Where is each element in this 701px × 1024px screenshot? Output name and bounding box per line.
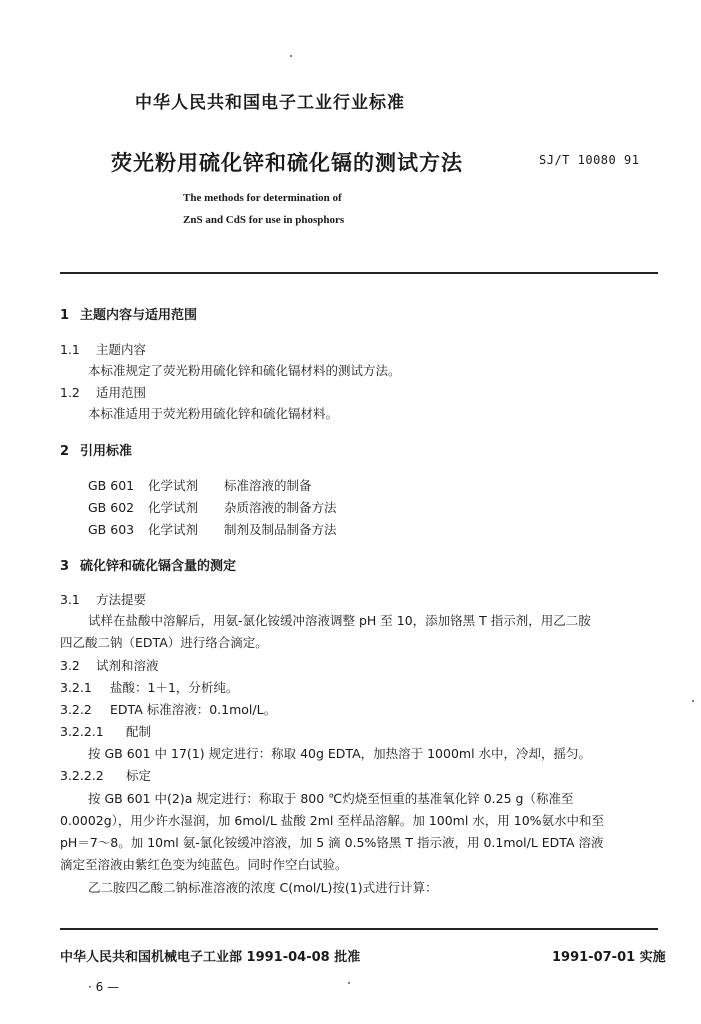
reference-row (88, 498, 337, 516)
subsection-heading (60, 383, 146, 401)
clause-text: EDTA 标准溶液：0.1mol/L。 (110, 702, 277, 717)
paragraph-line: pH＝7～8。加 10ml 氨-氯化铵缓冲溶液，加 5 滴 0.5%铬黑 T 指示液，用 0.1mol/L EDTA 溶液 (60, 835, 604, 850)
clause (60, 722, 151, 740)
reference-code: GB 602 (88, 500, 135, 515)
paragraph-line: 试样在盐酸中溶解后，用氨-氯化铵缓冲溶液调整 pH 至 10，添加铬黑 T 指示剂，用乙二胺 (88, 613, 591, 628)
section-heading (60, 440, 132, 459)
clause-text: 盐酸：1＋1，分析纯。 (110, 680, 239, 695)
bottom-divider (60, 928, 658, 930)
reference-code: GB 603 (88, 522, 135, 537)
subsection-heading (60, 590, 146, 608)
clause-title: 标定 (126, 768, 152, 783)
section-title: 硫化锌和硫化镉含量的测定 (80, 559, 237, 574)
scan-speck (348, 982, 350, 984)
reference-row (88, 520, 337, 538)
clause-number: 3.2.1 (60, 680, 92, 695)
section-number: 2 (60, 444, 70, 459)
english-title-line-2: ZnS and CdS for use in phosphors (183, 214, 345, 226)
paragraph-line: 滴定至溶液由紫红色变为纯蓝色。同时作空白试验。 (60, 857, 348, 872)
subsection-title: 主题内容 (96, 342, 147, 357)
subsection-number: 1.2 (60, 385, 80, 400)
reference-category: 化学试剂 (148, 522, 199, 537)
section-heading (60, 304, 197, 323)
paragraph-line: 0.0002g），用少许水湿润，加 6mol/L 盐酸 2ml 至样品溶解。加 100ml 水，用 10%氨水中和至 (60, 813, 605, 828)
section-heading (60, 555, 236, 574)
industry-standard-header: 中华人民共和国电子工业行业标准 (135, 93, 405, 113)
section-number: 1 (60, 308, 70, 323)
reference-name: 杂质溶液的制备方法 (224, 500, 337, 515)
subsection-number: 3.1 (60, 592, 80, 607)
scan-speck (692, 700, 694, 702)
paragraph-line: 四乙酸二钠（EDTA）进行络合滴定。 (60, 635, 268, 650)
clause (60, 678, 238, 696)
clause-number: 3.2.2.1 (60, 724, 104, 739)
document-title: 荧光粉用硫化锌和硫化镉的测试方法 (111, 151, 463, 175)
clause (60, 700, 276, 718)
reference-category: 化学试剂 (148, 500, 199, 515)
subsection-heading (60, 656, 159, 674)
paragraph: 本标准适用于荧光粉用硫化锌和硫化镉材料。 (88, 406, 339, 421)
paragraph-line: 按 GB 601 中(2)a 规定进行：称取于 800 ℃灼烧至恒重的基准氧化锌 0.25 g（称准至 (88, 791, 574, 806)
clause-title: 配制 (126, 724, 152, 739)
clause (60, 766, 151, 784)
reference-name: 制剂及制品制备方法 (224, 522, 337, 537)
subsection-title: 试剂和溶液 (96, 658, 159, 673)
paragraph-line: 乙二胺四乙酸二钠标准溶液的浓度 C(mol/L)按(1)式进行计算： (88, 880, 438, 895)
subsection-heading (60, 340, 146, 358)
paragraph: 按 GB 601 中 17(1) 规定进行：称取 40g EDTA，加热溶于 1000ml 水中，冷却，摇匀。 (88, 746, 592, 761)
page-number: · 6 — (88, 980, 120, 994)
top-divider (60, 272, 658, 274)
reference-category: 化学试剂 (148, 478, 199, 493)
approval-line: 中华人民共和国机械电子工业部 1991-04-08 批准 (60, 950, 361, 965)
subsection-number: 1.1 (60, 342, 80, 357)
reference-name: 标准溶液的制备 (224, 478, 312, 493)
subsection-number: 3.2 (60, 658, 80, 673)
section-title: 引用标准 (80, 444, 133, 459)
standard-number: SJ/T 10080 91 (539, 153, 640, 167)
paragraph: 本标准规定了荧光粉用硫化锌和硫化镉材料的测试方法。 (88, 363, 401, 378)
clause-number: 3.2.2.2 (60, 768, 104, 783)
english-title-line-1: The methods for determination of (183, 192, 342, 204)
reference-row (88, 476, 312, 494)
reference-code: GB 601 (88, 478, 135, 493)
implementation-date: 1991-07-01 实施 (552, 950, 666, 965)
section-number: 3 (60, 559, 70, 574)
scan-speck (290, 55, 292, 57)
section-title: 主题内容与适用范围 (80, 308, 198, 323)
subsection-title: 适用范围 (96, 385, 147, 400)
subsection-title: 方法提要 (96, 592, 147, 607)
clause-number: 3.2.2 (60, 702, 92, 717)
